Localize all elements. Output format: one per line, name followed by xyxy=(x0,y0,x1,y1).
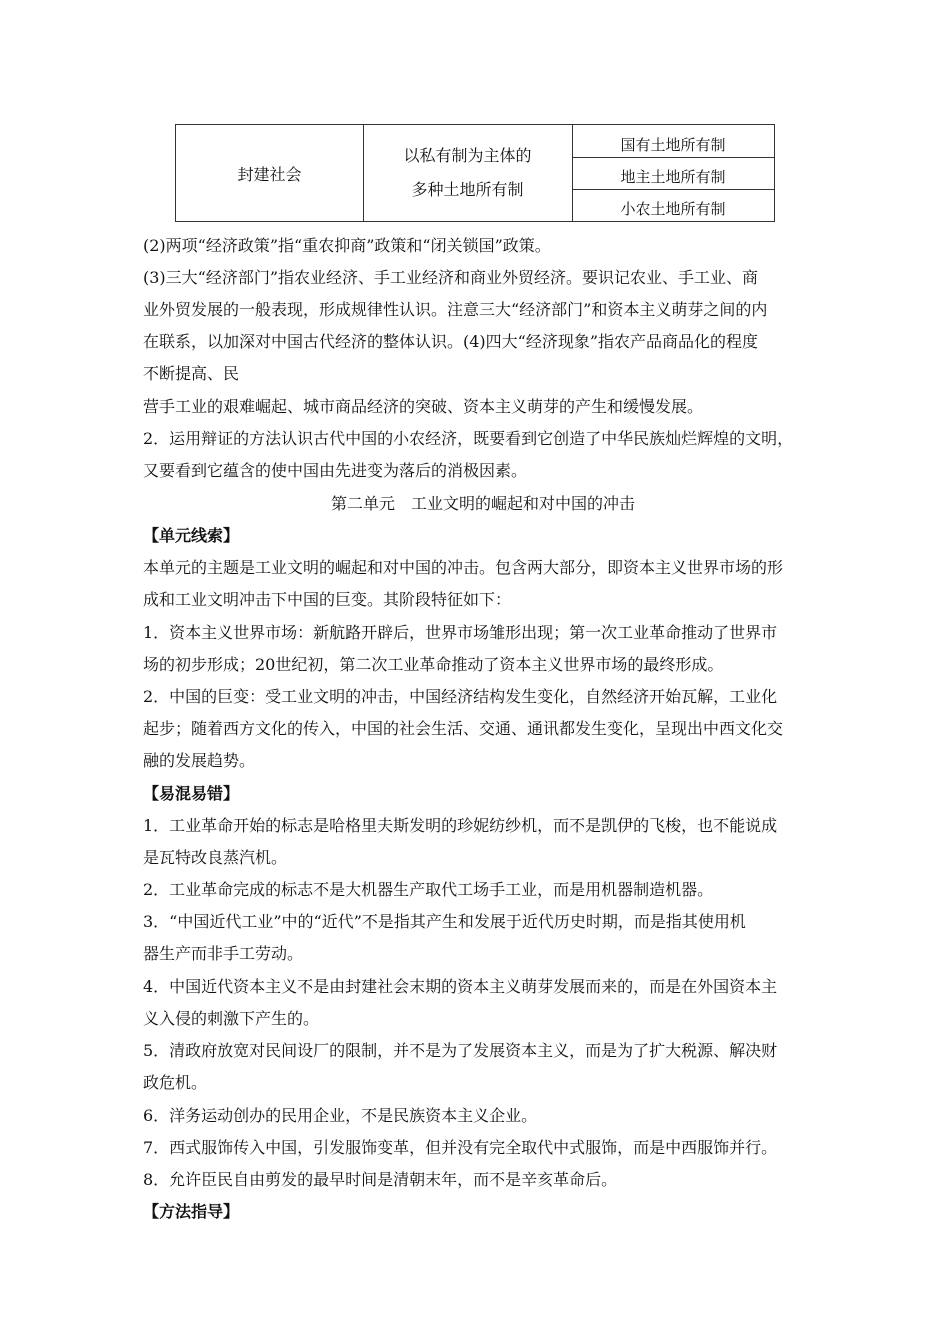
table-sub-item: 国有土地所有制 xyxy=(572,125,774,158)
paragraph-line: 4．中国近代资本主义不是由封建社会末期的资本主义萌芽发展而来的，而是在外国资本主 xyxy=(143,977,778,996)
section-heading: 【易混易错】 xyxy=(143,784,240,803)
paragraph-line: 是瓦特改良蒸汽机。 xyxy=(143,848,288,867)
paragraph-line: 6．洋务运动创办的民用企业，不是民族资本主义企业。 xyxy=(143,1106,538,1125)
section-heading: 【单元线索】 xyxy=(143,526,240,545)
paragraph-line: 5．清政府放宽对民间设厂的限制，并不是为了发展资本主义，而是为了扩大税源、解决财 xyxy=(143,1041,778,1060)
paragraph-line: 又要看到它蕴含的使中国由先进变为落后的消极因素。 xyxy=(143,461,528,480)
paragraph-line: 融的发展趋势。 xyxy=(143,751,256,770)
paragraph-line: 器生产而非手工劳动。 xyxy=(143,944,304,963)
table-sub-item: 地主土地所有制 xyxy=(572,158,774,190)
unit-heading: 第二单元 工业文明的崛起和对中国的冲击 xyxy=(330,494,635,513)
paragraph-line: 起步；随着西方文化的传入，中国的社会生活、交通、通讯都发生变化，呈现出中西文化交 xyxy=(143,719,784,738)
paragraph-line: 在联系，以加深对中国古代经济的整体认识。(4)四大“经济现象”指农产品商品化的程度 xyxy=(143,332,759,351)
paragraph-line: (3)三大“经济部门”指农业经济、手工业经济和商业外贸经济。要识记农业、手工业、商 xyxy=(143,268,759,287)
paragraph-line: 政危机。 xyxy=(143,1073,208,1092)
section-heading: 【方法指导】 xyxy=(143,1202,240,1221)
table-sub-item: 小农土地所有制 xyxy=(620,200,726,218)
paragraph-line: 营手工业的艰难崛起、城市商品经济的突破、资本主义萌芽的产生和缓慢发展。 xyxy=(143,397,704,416)
paragraph-line: 1．资本主义世界市场：新航路开辟后，世界市场雏形出现；第一次工业革命推动了世界市 xyxy=(143,623,778,642)
paragraph-line: 2．工业革命完成的标志不是大机器生产取代工场手工业，而是用机器制造机器。 xyxy=(143,880,714,899)
paragraph-line: 8．允许臣民自由剪发的最早时间是清朝末年，而不是辛亥革命后。 xyxy=(143,1170,618,1189)
paragraph-line: (2)两项“经济政策”指“重农抑商”政策和“闭关锁国”政策。 xyxy=(143,236,551,255)
paragraph-line: 不断提高、民 xyxy=(143,364,240,383)
table-middle-line: 以私有制为主体的 xyxy=(403,146,532,165)
paragraph-line: 本单元的主题是工业文明的崛起和对中国的冲击。包含两大部分，即资本主义世界市场的形 xyxy=(143,558,784,577)
paragraph-line: 业外贸发展的一般表现，形成规律性认识。注意三大“经济部门”和资本主义萌芽之间的内 xyxy=(143,300,768,319)
paragraph-line: 7．西式服饰传入中国，引发服饰变革，但并没有完全取代中式服饰，而是中西服饰并行。 xyxy=(143,1138,778,1157)
paragraph-line: 成和工业文明冲击下中国的巨变。其阶段特征如下： xyxy=(143,590,512,609)
table-middle-line: 多种土地所有制 xyxy=(411,180,524,199)
paragraph-line: 1．工业革命开始的标志是哈格里夫斯发明的珍妮纺纱机，而不是凯伊的飞梭，也不能说成 xyxy=(143,816,778,835)
paragraph-line: 义入侵的刺激下产生的。 xyxy=(143,1009,320,1028)
table-row-label: 封建社会 xyxy=(176,125,364,221)
land-ownership-table xyxy=(175,124,775,222)
table-sub-column xyxy=(572,125,774,221)
paragraph-line: 2．中国的巨变：受工业文明的冲击，中国经济结构发生变化，自然经济开始瓦解，工业化 xyxy=(143,687,778,706)
paragraph-line: 2．运用辩证的方法认识古代中国的小农经济，既要看到它创造了中华民族灿烂辉煌的文明， xyxy=(143,429,794,448)
paragraph-line: 3．“中国近代工业”中的“近代”不是指其产生和发展于近代历史时期，而是指其使用机 xyxy=(143,912,746,931)
table-middle-cell xyxy=(363,125,573,221)
paragraph-line: 场的初步形成；20世纪初，第二次工业革命推动了资本主义世界市场的最终形成。 xyxy=(143,655,724,674)
